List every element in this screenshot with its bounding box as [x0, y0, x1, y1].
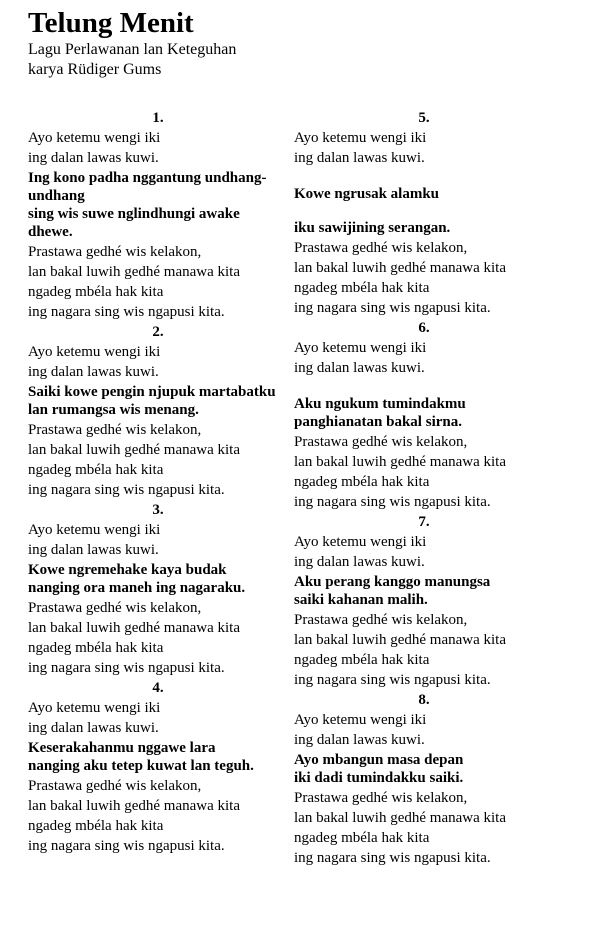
verse-bold-lines: [294, 378, 544, 432]
refrain-line: lan bakal luwih gedhé manawa kita: [28, 442, 241, 458]
verse-8: [294, 690, 544, 868]
verse-bold-line: Ayo mbangun masa depan: [294, 752, 464, 768]
verse-bold-line: Kowe ngremehake kaya budak: [28, 562, 227, 578]
verse-line: ing dalan lawas kuwi.: [28, 542, 159, 558]
refrain-line: Prastawa gedhé wis kelakon,: [28, 244, 202, 260]
refrain-line: lan bakal luwih gedhé manawa kita: [28, 620, 241, 636]
verse-line: ing dalan lawas kuwi.: [28, 364, 159, 380]
refrain-line: ngadeg mbéla hak kita: [28, 462, 164, 478]
verse-number: 4.: [152, 680, 164, 696]
refrain-line: lan bakal luwih gedhé manawa kita: [294, 810, 507, 826]
verse-bold-lines: [28, 382, 278, 420]
verse-bold-line: Aku perang kanggo manungsa: [294, 574, 491, 590]
verse-bold-line: Aku ngukum tumindakmu: [294, 396, 466, 412]
verse-bold-line: Saiki kowe pengin njupuk martabatku: [28, 384, 276, 400]
page-subtitle: Lagu Perlawanan lan Keteguhan: [28, 41, 237, 58]
page-title: Telung Menit: [28, 7, 194, 39]
verse-6: [294, 318, 544, 512]
refrain-line: Prastawa gedhé wis kelakon,: [294, 612, 468, 628]
verse-line: Ayo ketemu wengi iki: [294, 130, 427, 146]
refrain-line: ing nagara sing wis ngapusi kita.: [28, 838, 225, 854]
refrain-line: ngadeg mbéla hak kita: [294, 280, 430, 296]
verse-bold-line: nanging ora maneh ing nagaraku.: [28, 580, 246, 596]
refrain-line: Prastawa gedhé wis kelakon,: [28, 422, 202, 438]
lyrics-page: [28, 6, 588, 866]
verse-bold-lines: [294, 572, 544, 610]
refrain-line: ngadeg mbéla hak kita: [294, 830, 430, 846]
verse-line: Ayo ketemu wengi iki: [28, 522, 161, 538]
verse-number: 8.: [418, 692, 430, 708]
verse-bold-lines: [28, 738, 278, 776]
verse-line: Ayo ketemu wengi iki: [294, 712, 427, 728]
left-column: [28, 108, 278, 856]
verse-bold-line: panghianatan bakal sirna.: [294, 414, 462, 430]
refrain-line: lan bakal luwih gedhé manawa kita: [28, 798, 241, 814]
refrain-line: Prastawa gedhé wis kelakon,: [28, 600, 202, 616]
verse-number: 3.: [152, 502, 164, 518]
verse-bold-line: iku sawijining serangan.: [294, 220, 451, 236]
refrain-line: lan bakal luwih gedhé manawa kita: [294, 632, 507, 648]
verse-bold-lines: [28, 560, 278, 598]
verse-line: ing dalan lawas kuwi.: [294, 732, 425, 748]
verse-bold-lines: [294, 168, 544, 238]
verse-7: [294, 512, 544, 690]
verse-bold-line: Kowe ngrusak alamku: [294, 186, 440, 202]
verse-bold-line: saiki kahanan malih.: [294, 592, 428, 608]
verse-1: [28, 108, 278, 322]
page-author: karya Rüdiger Gums: [28, 61, 162, 78]
verse-line: Ayo ketemu wengi iki: [294, 534, 427, 550]
verse-bold-line: Keserakahanmu nggawe lara: [28, 740, 216, 756]
refrain-line: Prastawa gedhé wis kelakon,: [28, 778, 202, 794]
verse-line: Ayo ketemu wengi iki: [294, 340, 427, 356]
verse-number: 2.: [152, 324, 164, 340]
refrain-line: ngadeg mbéla hak kita: [28, 284, 164, 300]
refrain-line: ing nagara sing wis ngapusi kita.: [294, 850, 491, 866]
verse-line: ing dalan lawas kuwi.: [294, 150, 425, 166]
verse-number: 7.: [418, 514, 430, 530]
verse-bold-line: Ing kono padha nggantung undhang-undhang: [28, 170, 267, 204]
verse-line: ing dalan lawas kuwi.: [28, 720, 159, 736]
refrain-line: ngadeg mbéla hak kita: [294, 652, 430, 668]
refrain-line: ing nagara sing wis ngapusi kita.: [28, 660, 225, 676]
refrain-line: Prastawa gedhé wis kelakon,: [294, 240, 468, 256]
verse-4: [28, 678, 278, 856]
verse-line: ing dalan lawas kuwi.: [28, 150, 159, 166]
verse-5: [294, 108, 544, 318]
refrain-line: ing nagara sing wis ngapusi kita.: [294, 494, 491, 510]
refrain-line: lan bakal luwih gedhé manawa kita: [294, 260, 507, 276]
refrain-line: lan bakal luwih gedhé manawa kita: [294, 454, 507, 470]
right-column: [294, 108, 544, 868]
verse-line: Ayo ketemu wengi iki: [28, 344, 161, 360]
verse-2: [28, 322, 278, 500]
refrain-line: Prastawa gedhé wis kelakon,: [294, 434, 468, 450]
verse-bold-line: nanging aku tetep kuwat lan teguh.: [28, 758, 254, 774]
refrain-line: ngadeg mbéla hak kita: [294, 474, 430, 490]
verse-number: 6.: [418, 320, 430, 336]
refrain-line: ngadeg mbéla hak kita: [28, 640, 164, 656]
verse-bold-lines: [294, 750, 544, 788]
refrain-line: ing nagara sing wis ngapusi kita.: [294, 672, 491, 688]
refrain-line: ing nagara sing wis ngapusi kita.: [294, 300, 491, 316]
verse-number: 5.: [418, 110, 430, 126]
refrain-line: lan bakal luwih gedhé manawa kita: [28, 264, 241, 280]
verse-line: Ayo ketemu wengi iki: [28, 700, 161, 716]
verse-line: ing dalan lawas kuwi.: [294, 360, 425, 376]
verse-bold-lines: [28, 168, 278, 242]
verse-bold-line: lan rumangsa wis menang.: [28, 402, 199, 418]
verse-3: [28, 500, 278, 678]
refrain-line: ing nagara sing wis ngapusi kita.: [28, 482, 225, 498]
refrain-line: ngadeg mbéla hak kita: [28, 818, 164, 834]
verse-number: 1.: [152, 110, 164, 126]
verse-line: Ayo ketemu wengi iki: [28, 130, 161, 146]
refrain-line: ing nagara sing wis ngapusi kita.: [28, 304, 225, 320]
verse-line: ing dalan lawas kuwi.: [294, 554, 425, 570]
verse-bold-line: sing wis suwe nglindhungi awake dhewe.: [28, 206, 240, 240]
verse-bold-line: iki dadi tumindakku saiki.: [294, 770, 464, 786]
refrain-line: Prastawa gedhé wis kelakon,: [294, 790, 468, 806]
